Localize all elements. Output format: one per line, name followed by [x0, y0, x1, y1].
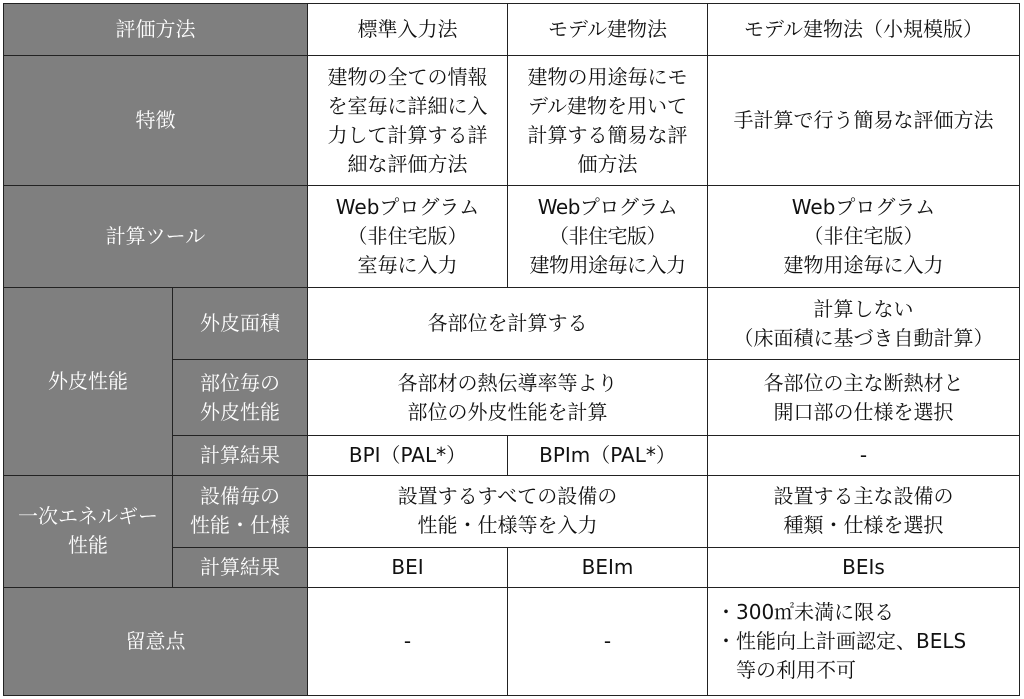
tool-standard: Webプログラム （非住宅版） 室毎に入力: [308, 186, 508, 288]
energy-result-label: 計算結果: [173, 547, 308, 587]
envelope-area-label: 外皮面積: [173, 288, 308, 360]
method-standard-header: 標準入力法: [308, 4, 508, 56]
energy-equipment-small: 設置する主な設備の 種類・仕様を選択: [708, 475, 1020, 547]
energy-result-small: BEIs: [708, 547, 1020, 587]
energy-label: 一次エネルギー 性能: [4, 475, 173, 587]
feature-small: 手計算で行う簡易な評価方法: [708, 56, 1020, 186]
envelope-area-row: [4, 288, 1020, 360]
method-small-header: モデル建物法（小規模版）: [708, 4, 1020, 56]
feature-row: [4, 56, 1020, 186]
notes-small: ・300㎡未満に限る ・性能向上計画認定、BELS 等の利用不可: [708, 587, 1020, 695]
feature-label: 特徴: [4, 56, 308, 186]
energy-result-standard: BEI: [308, 547, 508, 587]
feature-model: 建物の用途毎にモ デル建物を用いて 計算する簡易な評 価方法: [508, 56, 708, 186]
feature-standard: 建物の全ての情報 を室毎に詳細に入 力して計算する詳 細な評価方法: [308, 56, 508, 186]
energy-equipment-label: 設備毎の 性能・仕様: [173, 475, 308, 547]
envelope-area-small: 計算しない （床面積に基づき自動計算）: [708, 288, 1020, 360]
envelope-result-model: BPIm（PAL*）: [508, 435, 708, 475]
tool-model: Webプログラム （非住宅版） 建物用途毎に入力: [508, 186, 708, 288]
energy-equipment-row: [4, 475, 1020, 547]
notes-row: [4, 587, 1020, 695]
comparison-table: [3, 3, 1020, 696]
method-header-label: 評価方法: [4, 4, 308, 56]
envelope-label: 外皮性能: [4, 288, 173, 475]
envelope-area-standard-model: 各部位を計算する: [308, 288, 708, 360]
notes-label: 留意点: [4, 587, 308, 695]
tool-row: [4, 186, 1020, 288]
envelope-result-small: -: [708, 435, 1020, 475]
notes-standard: -: [308, 587, 508, 695]
envelope-result-standard: BPI（PAL*）: [308, 435, 508, 475]
envelope-part-label: 部位毎の 外皮性能: [173, 360, 308, 435]
header-row: [4, 4, 1020, 56]
tool-small: Webプログラム （非住宅版） 建物用途毎に入力: [708, 186, 1020, 288]
notes-model: -: [508, 587, 708, 695]
envelope-part-small: 各部位の主な断熱材と 開口部の仕様を選択: [708, 360, 1020, 435]
method-model-header: モデル建物法: [508, 4, 708, 56]
energy-equipment-standard-model: 設置するすべての設備の 性能・仕様等を入力: [308, 475, 708, 547]
envelope-result-label: 計算結果: [173, 435, 308, 475]
envelope-part-standard-model: 各部材の熱伝導率等より 部位の外皮性能を計算: [308, 360, 708, 435]
energy-result-model: BEIm: [508, 547, 708, 587]
tool-label: 計算ツール: [4, 186, 308, 288]
